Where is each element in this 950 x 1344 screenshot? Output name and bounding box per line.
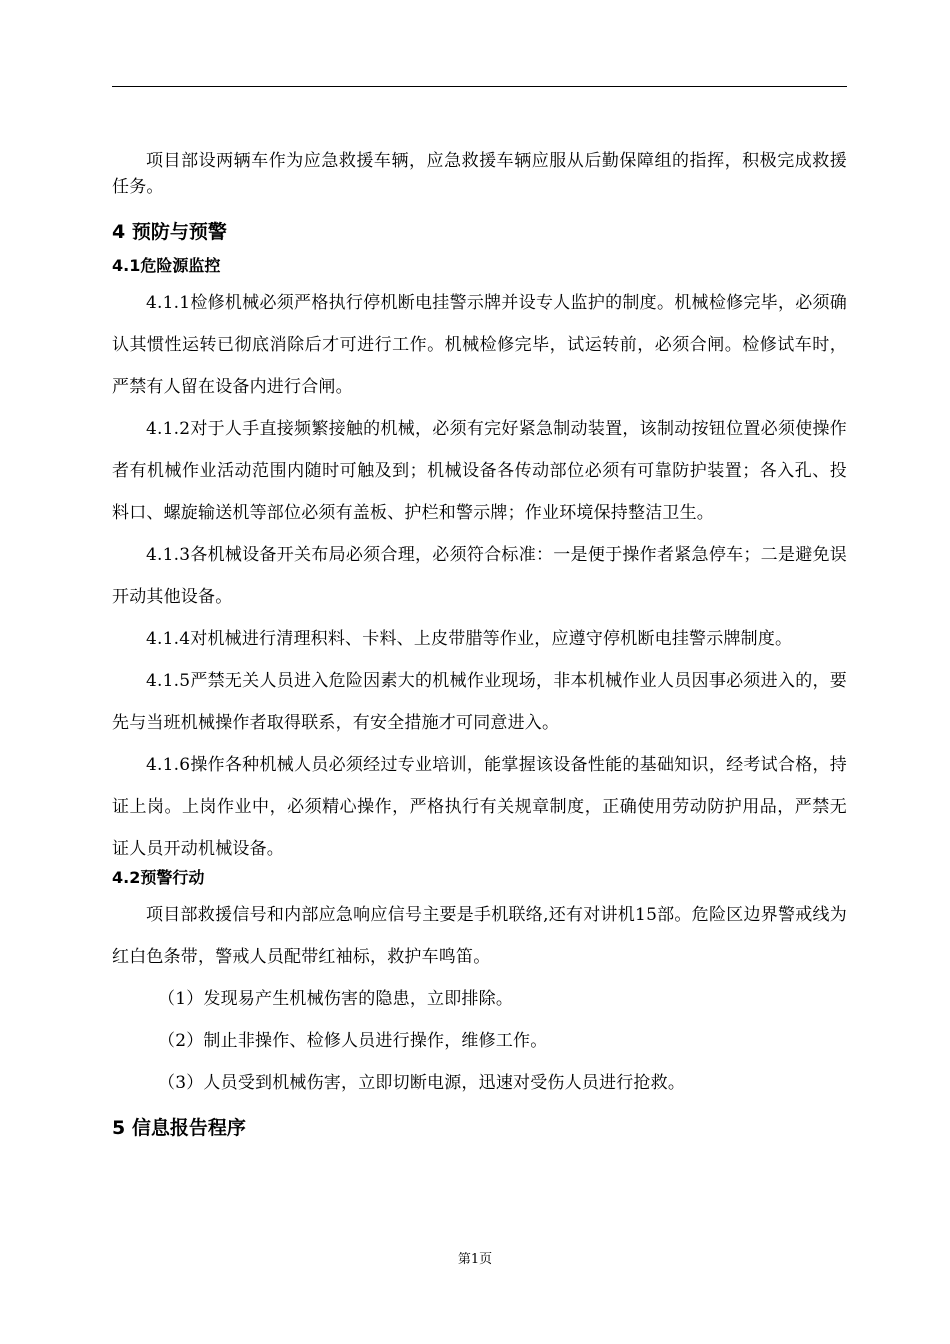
list-item: （2）制止非操作、检修人员进行操作，维修工作。 [158,1031,548,1051]
paragraph-4-1-4: 4.1.4对机械进行清理积料、卡料、上皮带腊等作业，应遵守停机断电挂警示牌制度。 [146,629,793,649]
section-5-heading: 5 信息报告程序 [112,1117,246,1139]
document-body [112,148,847,1146]
paragraph-4-1-6: 4.1.6操作各种机械人员必须经过专业培训，能掌握该设备性能的基础知识，经考试合格，持证上岗。上岗作业中，必须精心操作，严格执行有关规章制度，正确使用劳动防护用品，严禁无证人员开动机械设备。 [112,755,847,859]
page-number: 第1页 [457,1252,493,1267]
intro-paragraph: 项目部设两辆车作为应急救援车辆，应急救援车辆应服从后勤保障组的指挥，积极完成救援任务。 [112,151,847,197]
paragraph-4-1-5: 4.1.5严禁无关人员进入危险因素大的机械作业现场，非本机械作业人员因事必须进入的，要先与当班机械操作者取得联系，有安全措施才可同意进入。 [112,671,847,733]
section-4-1-heading: 4.1危险源监控 [112,256,221,275]
section-4-2-heading: 4.2预警行动 [112,868,205,887]
header-rule [112,86,847,87]
list-item: （3）人员受到机械伤害，立即切断电源，迅速对受伤人员进行抢救。 [158,1073,686,1093]
paragraph-4-2: 项目部救援信号和内部应急响应信号主要是手机联络,还有对讲机15部。危险区边界警戒线为红白色条带，警戒人员配带红袖标，救护车鸣笛。 [112,905,847,967]
list-item: （1）发现易产生机械伤害的隐患，立即排除。 [158,989,514,1009]
paragraph-4-1-2: 4.1.2对于人手直接频繁接触的机械，必须有完好紧急制动装置，该制动按钮位置必须使操作者有机械作业活动范围内随时可触及到；机械设备各传动部位必须有可靠防护装置；各入孔、投料口、螺旋输送机等部位必须有盖板、护栏和警示牌；作业环境保持整洁卫生。 [112,419,847,523]
paragraph-4-1-3: 4.1.3各机械设备开关布局必须合理，必须符合标准：一是便于操作者紧急停车；二是避免误开动其他设备。 [112,545,847,607]
paragraph-4-1-1: 4.1.1检修机械必须严格执行停机断电挂警示牌并设专人监护的制度。机械检修完毕，必须确认其惯性运转已彻底消除后才可进行工作。机械检修完毕，试运转前，必须合闸。检修试车时，严禁有人留在设备内进行合闸。 [112,293,847,397]
section-4-heading: 4 预防与预警 [112,221,227,243]
